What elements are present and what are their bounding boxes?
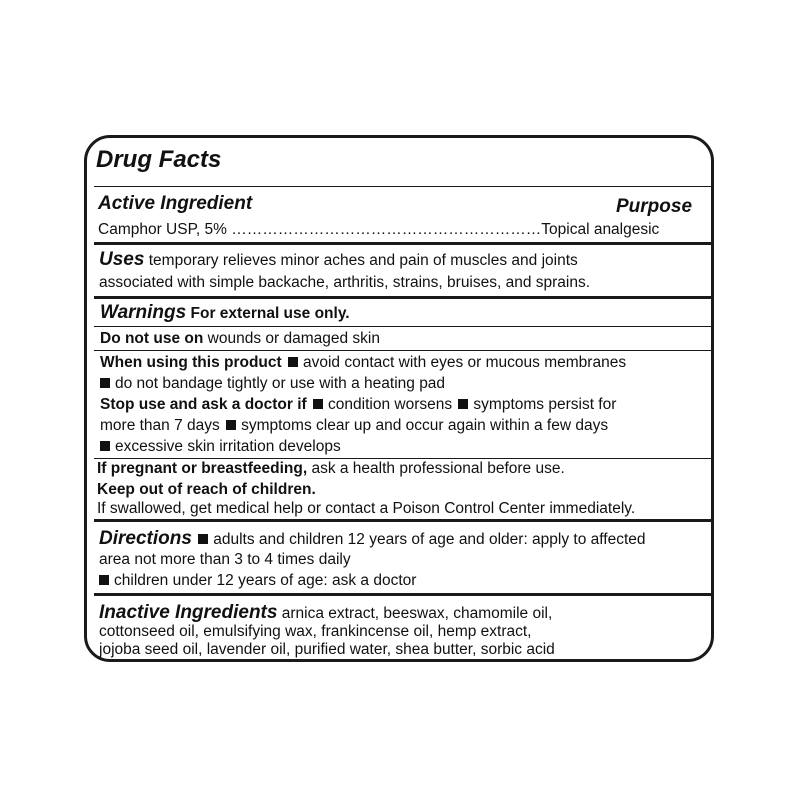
directions-text-1a: adults and children 12 years of age and older: apply to affected: [213, 531, 646, 548]
stop-use-text-3: symptoms clear up and occur again within a few days: [241, 417, 609, 434]
stop-use-line-3: [98, 437, 341, 457]
keep-out-text: Keep out of reach of children.: [97, 481, 316, 498]
inactive-line-1: [99, 602, 552, 624]
inactive-text-2: cottonseed oil, emulsifying wax, frankincense oil, hemp extract,: [99, 623, 532, 640]
warnings-line: [100, 302, 350, 324]
stop-use-text-1: condition worsens: [328, 396, 453, 413]
divider: [94, 326, 711, 327]
pregnant-line: [97, 459, 565, 479]
divider: [94, 350, 711, 351]
when-using-line-2: [98, 374, 445, 394]
stop-use-text-2b: more than 7 days: [100, 417, 220, 434]
directions-line-2: [97, 571, 416, 591]
stop-use-line-2: [100, 416, 608, 436]
stop-use-text-2a: symptoms persist for: [473, 396, 617, 413]
stop-use-label: Stop use and ask a doctor if: [100, 396, 307, 413]
active-ingredient-name: Camphor USP, 5%: [98, 221, 227, 238]
bullet-square-icon: [288, 357, 298, 367]
uses-line-1: [99, 249, 578, 271]
divider: [94, 186, 711, 187]
uses-header: Uses: [99, 249, 145, 270]
inactive-text-3: jojoba seed oil, lavender oil, purified water, shea butter, sorbic acid: [99, 641, 555, 658]
bullet-square-icon: [313, 399, 323, 409]
directions-line-1: [99, 528, 646, 550]
do-not-use-label: Do not use on: [100, 330, 204, 347]
active-ingredient-row: [98, 220, 659, 240]
when-using-line: [100, 353, 626, 373]
pregnant-label: If pregnant or breastfeeding,: [97, 460, 308, 477]
swallowed-text: If swallowed, get medical help or contact a Poison Control Center immediately.: [97, 500, 636, 517]
do-not-use-text: wounds or damaged skin: [207, 330, 380, 347]
active-ingredient-header: Active Ingredient: [98, 193, 253, 214]
section-divider: [94, 296, 711, 299]
purpose-header: Purpose: [616, 196, 693, 217]
leader-dots: ……………………………………………………: [231, 221, 542, 238]
stop-use-line: [100, 395, 616, 415]
do-not-use-line: [100, 329, 380, 349]
section-divider: [94, 593, 711, 596]
external-use-text: For external use only.: [190, 305, 350, 322]
bullet-square-icon: [198, 534, 208, 544]
when-using-label: When using this product: [100, 354, 282, 371]
stop-use-text-4: excessive skin irritation develops: [115, 438, 341, 455]
when-using-text-2: do not bandage tightly or use with a heating pad: [115, 375, 446, 392]
uses-text-1: temporary relieves minor aches and pain of muscles and joints: [148, 252, 578, 269]
bullet-square-icon: [100, 378, 110, 388]
directions-header: Directions: [99, 528, 192, 549]
bullet-square-icon: [458, 399, 468, 409]
section-divider: [94, 242, 711, 245]
pregnant-text: ask a health professional before use.: [311, 460, 565, 477]
when-using-text-1: avoid contact with eyes or mucous membranes: [303, 354, 627, 371]
bullet-square-icon: [99, 575, 109, 585]
section-divider: [94, 519, 711, 522]
directions-text-2: children under 12 years of age: ask a doctor: [114, 572, 417, 589]
purpose-value: Topical analgesic: [541, 221, 660, 238]
inactive-text-1: arnica extract, beeswax, chamomile oil,: [281, 605, 553, 622]
bullet-square-icon: [226, 420, 236, 430]
page-title: Drug Facts: [96, 146, 222, 173]
warnings-header: Warnings: [100, 302, 187, 323]
inactive-header: Inactive Ingredients: [99, 602, 278, 623]
bullet-square-icon: [100, 441, 110, 451]
uses-text-2: associated with simple backache, arthritis, strains, bruises, and sprains.: [99, 274, 591, 291]
directions-text-1b: area not more than 3 to 4 times daily: [99, 551, 351, 568]
